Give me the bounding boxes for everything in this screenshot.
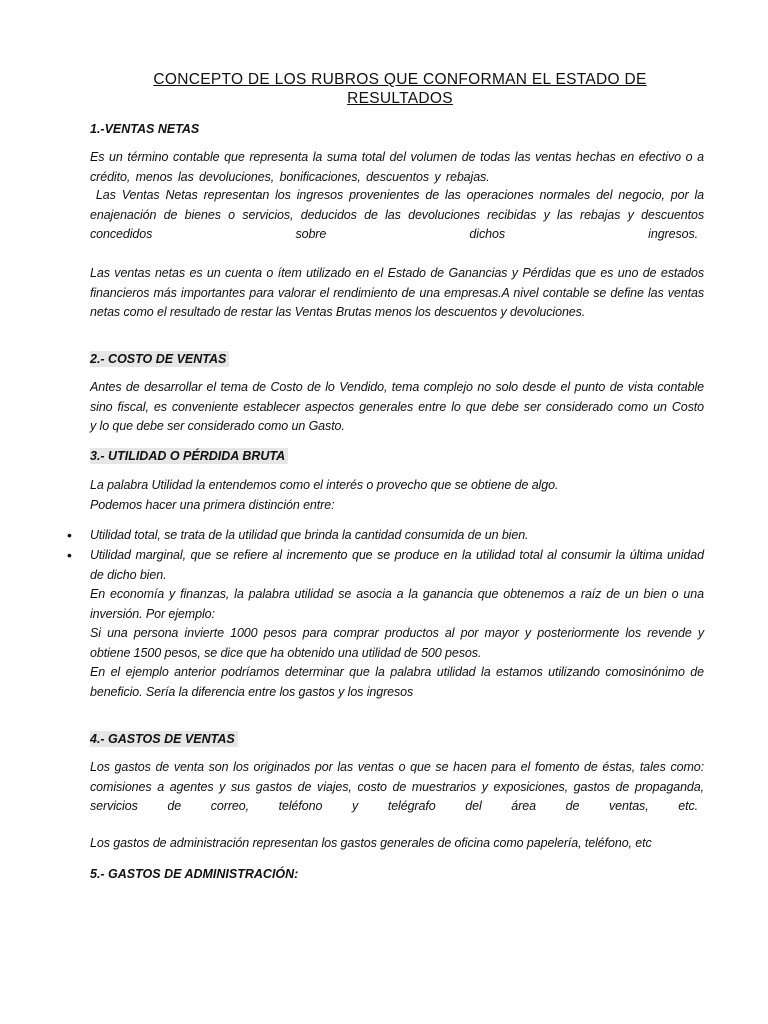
paragraph-gastos-administracion-note: Los gastos de administración representan los gastos generales de oficina como papelería, teléfono, etc	[90, 836, 652, 850]
paragraph-utilidad-intro: La palabra Utilidad la entendemos como el interés o provecho que se obtiene de algo. Podemos hacer una primera distinción entre:	[90, 478, 559, 512]
heading-costo-de-ventas: 2.- COSTO DE VENTAS	[90, 351, 229, 367]
paragraph-costo-de-ventas: Antes de desarrollar el tema de Costo de lo Vendido, tema complejo no solo desde el punto de vista contable sino fiscal, es conveniente establecer aspectos generales entre lo que debe ser considerado como un Costo y lo que debe ser considerado como un Gasto.	[90, 380, 704, 433]
heading-utilidad-perdida-bruta: 3.- UTILIDAD O PÉRDIDA BRUTA	[90, 448, 288, 464]
bullet-marker-1: •	[67, 527, 72, 543]
paragraph-ventas-netas-3: Las ventas netas es un cuenta o ítem utilizado en el Estado de Ganancias y Pérdidas que es uno de estados financieros más importantes para valorar el rendimiento de una empresas.A nivel contable se define las ventas netas como el resultado de restar las Ventas Brutas menos los descuentos y devoluciones.	[90, 266, 704, 319]
bullet-marker-2: •	[67, 547, 72, 563]
bullet-item-utilidad-marginal: Utilidad marginal, que se refiere al incremento que se produce en la utilidad total al consumir la última unidad de dicho bien. En economía y finanzas, la palabra utilidad se asocia a la ganancia que obtenemos a raíz de un bien o una inversión. Por ejemplo: Si una persona invierte 1000 pesos para comprar productos al por mayor y posteriormente los revende y obtiene 1500 pesos, se dice que ha obtenido una utilidad de 500 pesos. En el ejemplo anterior podríamos determinar que la palabra utilidad la estamos utilizando comosinónimo de beneficio. Sería la diferencia entre los gastos y los ingresos	[90, 548, 704, 699]
paragraph-gastos-de-ventas: Los gastos de venta son los originados por las ventas o que se hacen para el fomento de éstas, tales como: comisiones a agentes y sus gastos de viajes, costo de muestrarios y exposiciones, gastos de propaganda, servicios de correo, teléfono y telégrafo del área de ventas, etc.	[90, 760, 704, 813]
heading-gastos-de-ventas: 4.- GASTOS DE VENTAS	[90, 731, 238, 747]
document-title	[100, 70, 700, 108]
bullet-item-utilidad-total: Utilidad total, se trata de la utilidad que brinda la cantidad consumida de un bien.	[90, 528, 529, 542]
heading-gastos-de-administracion: 5.- GASTOS DE ADMINISTRACIÓN:	[90, 867, 299, 881]
paragraph-ventas-netas-2: Las Ventas Netas representan los ingresos provenientes de las operaciones normales del negocio, por la enajenación de bienes o servicios, deducidos de las devoluciones recibidas y las rebajas y descuentos concedidos sobre dichos ingresos.	[90, 188, 704, 241]
title-line-2: RESULTADOS	[347, 90, 453, 107]
paragraph-ventas-netas-1: Es un término contable que representa la suma total del volumen de todas las ventas hechas en efectivo o a crédito, menos las devoluciones, bonificaciones, descuentos y rebajas.	[90, 150, 704, 184]
heading-ventas-netas: 1.-VENTAS NETAS	[90, 122, 200, 136]
title-line-1: CONCEPTO DE LOS RUBROS QUE CONFORMAN EL ESTADO DE	[153, 71, 647, 88]
